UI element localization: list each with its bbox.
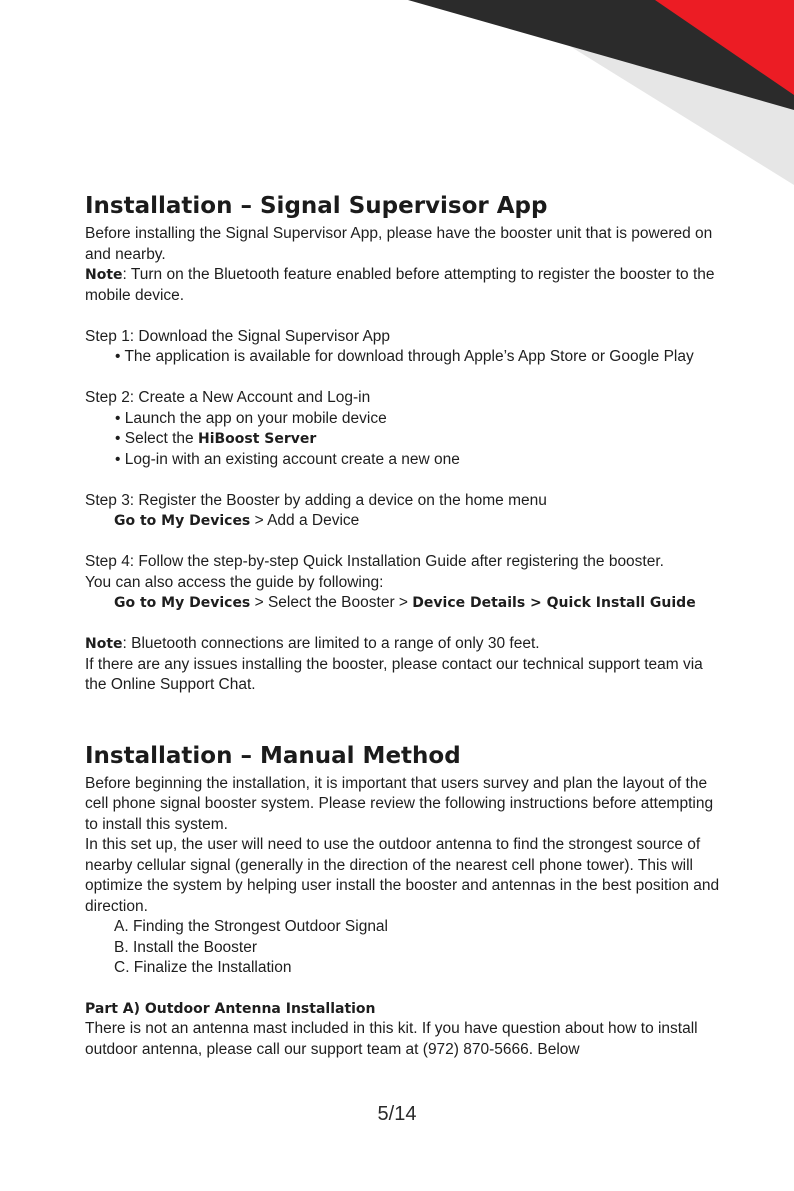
page-content <box>85 192 725 1060</box>
corner-decoration <box>0 0 794 200</box>
step4-path-mid: > Select the Booster > <box>250 594 413 611</box>
list-item-a: A. Finding the Strongest Outdoor Signal <box>114 918 388 935</box>
dark-stripe <box>408 0 794 110</box>
page-number: 5/14 <box>377 1103 417 1125</box>
note-text: : Turn on the Bluetooth feature enabled before attempting to register the booster to the mobile device. <box>85 266 715 304</box>
step1-bullet: • The application is available for download through Apple’s App Store or Google Play <box>115 348 694 365</box>
gray-stripe <box>560 40 794 185</box>
manual-para-2: In this set up, the user will need to use the outdoor antenna to find the strongest source of nearby cellular signal (generally in the direction of the nearest cell phone tower). This will optimize the system by helping user install the booster and antennas in the best position and direction. <box>85 836 720 915</box>
step4-title: Step 4: Follow the step-by-step Quick Installation Guide after registering the booster. <box>85 553 664 570</box>
step4-path <box>85 593 725 614</box>
list-item-b: B. Install the Booster <box>114 938 258 956</box>
issues-text: If there are any issues installing the booster, please contact our technical support team via the Online Support Chat. <box>85 655 703 693</box>
step3-path-rest: > Add a Device <box>250 512 360 529</box>
list-item-c: C. Finalize the Installation <box>114 959 292 976</box>
step3-path <box>85 511 725 532</box>
section-title-app: Installation – Signal Supervisor App <box>85 193 548 219</box>
section-title-manual: Installation – Manual Method <box>85 742 461 769</box>
step2-bullet-select <box>85 429 725 450</box>
step2-bullet-launch: • Launch the app on your mobile device <box>115 409 387 427</box>
part-a-text: There is not an antenna mast included in this kit. If you have question about how to install outdoor antenna, please call our support team at (972) 870-5666. Below <box>85 1020 698 1058</box>
intro-text: Before installing the Signal Supervisor App, please have the booster unit that is powered on and nearby. <box>85 225 713 263</box>
note2-label: Note <box>85 636 123 652</box>
step4-path-bold-1: Go to My Devices <box>114 595 251 611</box>
step3-path-bold: Go to My Devices <box>114 513 251 529</box>
note2-paragraph <box>85 634 725 655</box>
red-stripe <box>655 0 794 95</box>
note-paragraph <box>85 265 725 306</box>
part-a-title: Part A) Outdoor Antenna Installation <box>85 1001 376 1017</box>
step2-title: Step 2: Create a New Account and Log-in <box>85 389 371 406</box>
note2-text: : Bluetooth connections are limited to a range of only 30 feet. <box>122 635 540 652</box>
manual-para-1: Before beginning the installation, it is important that users survey and plan the layout of the cell phone signal booster system. Please review the following instructions before attempting to install this system. <box>85 774 714 833</box>
hiboost-server-label: HiBoost Server <box>197 431 317 447</box>
note-label: Note <box>85 267 123 283</box>
step4-access: You can also access the guide by following: <box>85 573 384 591</box>
step1-title: Step 1: Download the Signal Supervisor App <box>85 327 391 345</box>
step2-select-prefix: • Select the <box>115 430 198 447</box>
step4-path-bold-2: Device Details > Quick Install Guide <box>412 595 696 611</box>
step3-title: Step 3: Register the Booster by adding a device on the home menu <box>85 491 547 509</box>
step2-bullet-login: • Log-in with an existing account create a new one <box>115 450 460 468</box>
